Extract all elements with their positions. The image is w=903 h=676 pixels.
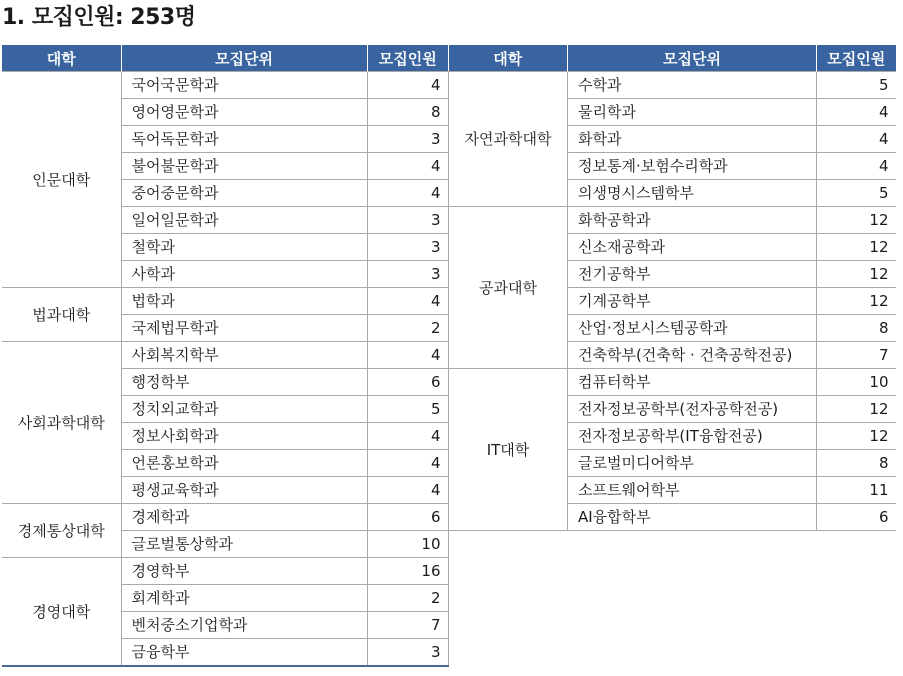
column-header-count: 모집인원 (367, 45, 448, 72)
unit-cell: 신소재공학과 (568, 234, 817, 261)
count-cell: 4 (367, 153, 448, 180)
count-cell: 2 (367, 315, 448, 342)
count-cell: 4 (367, 477, 448, 504)
count-cell: 12 (817, 261, 896, 288)
unit-cell: 산업·정보시스템공학과 (568, 315, 817, 342)
unit-cell: 화학과 (568, 126, 817, 153)
unit-cell: 소프트웨어학부 (568, 477, 817, 504)
unit-cell: 영어영문학과 (121, 99, 367, 126)
count-cell: 7 (817, 342, 896, 369)
unit-cell: 행정학부 (121, 369, 367, 396)
unit-cell: 언론홍보학과 (121, 450, 367, 477)
count-cell: 3 (367, 639, 448, 667)
unit-cell: 불어불문학과 (121, 153, 367, 180)
unit-cell: 정보사회학과 (121, 423, 367, 450)
recruitment-table-right (448, 45, 896, 531)
unit-cell: 독어독문학과 (121, 126, 367, 153)
college-cell: 자연과학대학 (449, 72, 568, 207)
count-cell: 16 (367, 558, 448, 585)
college-cell: 경제통상대학 (2, 504, 121, 558)
count-cell: 2 (367, 585, 448, 612)
table-row (449, 72, 896, 99)
column-header-unit: 모집단위 (121, 45, 367, 72)
count-cell: 6 (367, 504, 448, 531)
unit-cell: 정보통계·보험수리학과 (568, 153, 817, 180)
unit-cell: AI융합학부 (568, 504, 817, 531)
count-cell: 3 (367, 234, 448, 261)
count-cell: 3 (367, 126, 448, 153)
table-row (2, 72, 448, 99)
college-cell: 사회과학대학 (2, 342, 121, 504)
unit-cell: 건축학부(건축학 · 건축공학전공) (568, 342, 817, 369)
unit-cell: 일어일문학과 (121, 207, 367, 234)
count-cell: 5 (367, 396, 448, 423)
count-cell: 12 (817, 207, 896, 234)
count-cell: 12 (817, 423, 896, 450)
count-cell: 8 (817, 315, 896, 342)
unit-cell: 중어중문학과 (121, 180, 367, 207)
unit-cell: 벤처중소기업학과 (121, 612, 367, 639)
unit-cell: 국어국문학과 (121, 72, 367, 99)
count-cell: 7 (367, 612, 448, 639)
table-row (449, 369, 896, 396)
unit-cell: 금융학부 (121, 639, 367, 667)
unit-cell: 수학과 (568, 72, 817, 99)
unit-cell: 사학과 (121, 261, 367, 288)
count-cell: 12 (817, 288, 896, 315)
unit-cell: 글로벌통상학과 (121, 531, 367, 558)
count-cell: 4 (817, 153, 896, 180)
count-cell: 4 (817, 126, 896, 153)
count-cell: 4 (367, 72, 448, 99)
unit-cell: 법학과 (121, 288, 367, 315)
recruitment-table-left (2, 45, 449, 667)
table-row (449, 207, 896, 234)
unit-cell: 기계공학부 (568, 288, 817, 315)
unit-cell: 화학공학과 (568, 207, 817, 234)
unit-cell: 정치외교학과 (121, 396, 367, 423)
unit-cell: 글로벌미디어학부 (568, 450, 817, 477)
column-header-count: 모집인원 (817, 45, 896, 72)
unit-cell: 전자정보공학부(IT융합전공) (568, 423, 817, 450)
count-cell: 4 (367, 423, 448, 450)
column-header-unit: 모집단위 (568, 45, 817, 72)
unit-cell: 전자정보공학부(전자공학전공) (568, 396, 817, 423)
unit-cell: 전기공학부 (568, 261, 817, 288)
table-row (2, 558, 448, 585)
college-cell: 법과대학 (2, 288, 121, 342)
college-cell: 경영대학 (2, 558, 121, 667)
count-cell: 3 (367, 261, 448, 288)
unit-cell: 물리학과 (568, 99, 817, 126)
table-body (2, 72, 448, 667)
count-cell: 5 (817, 72, 896, 99)
count-cell: 3 (367, 207, 448, 234)
header-row (2, 45, 448, 72)
table-body (449, 72, 896, 531)
college-cell: 인문대학 (2, 72, 121, 288)
table-row (2, 288, 448, 315)
unit-cell: 경제학과 (121, 504, 367, 531)
unit-cell: 철학과 (121, 234, 367, 261)
count-cell: 5 (817, 180, 896, 207)
count-cell: 4 (367, 288, 448, 315)
column-header-college: 대학 (2, 45, 121, 72)
unit-cell: 국제법무학과 (121, 315, 367, 342)
unit-cell: 회계학과 (121, 585, 367, 612)
count-cell: 6 (367, 369, 448, 396)
count-cell: 4 (367, 180, 448, 207)
unit-cell: 사회복지학부 (121, 342, 367, 369)
unit-cell: 평생교육학과 (121, 477, 367, 504)
count-cell: 8 (367, 99, 448, 126)
count-cell: 8 (817, 450, 896, 477)
college-cell: 공과대학 (449, 207, 568, 369)
count-cell: 6 (817, 504, 896, 531)
unit-cell: 컴퓨터학부 (568, 369, 817, 396)
header-row (449, 45, 896, 72)
table-row (2, 342, 448, 369)
table-row (2, 504, 448, 531)
college-cell: IT대학 (449, 369, 568, 531)
unit-cell: 의생명시스템학부 (568, 180, 817, 207)
column-header-college: 대학 (449, 45, 568, 72)
count-cell: 12 (817, 234, 896, 261)
count-cell: 10 (367, 531, 448, 558)
count-cell: 11 (817, 477, 896, 504)
count-cell: 4 (367, 450, 448, 477)
count-cell: 12 (817, 396, 896, 423)
count-cell: 4 (367, 342, 448, 369)
page-title: 1. 모집인원: 253명 (2, 5, 196, 30)
count-cell: 10 (817, 369, 896, 396)
count-cell: 4 (817, 99, 896, 126)
unit-cell: 경영학부 (121, 558, 367, 585)
